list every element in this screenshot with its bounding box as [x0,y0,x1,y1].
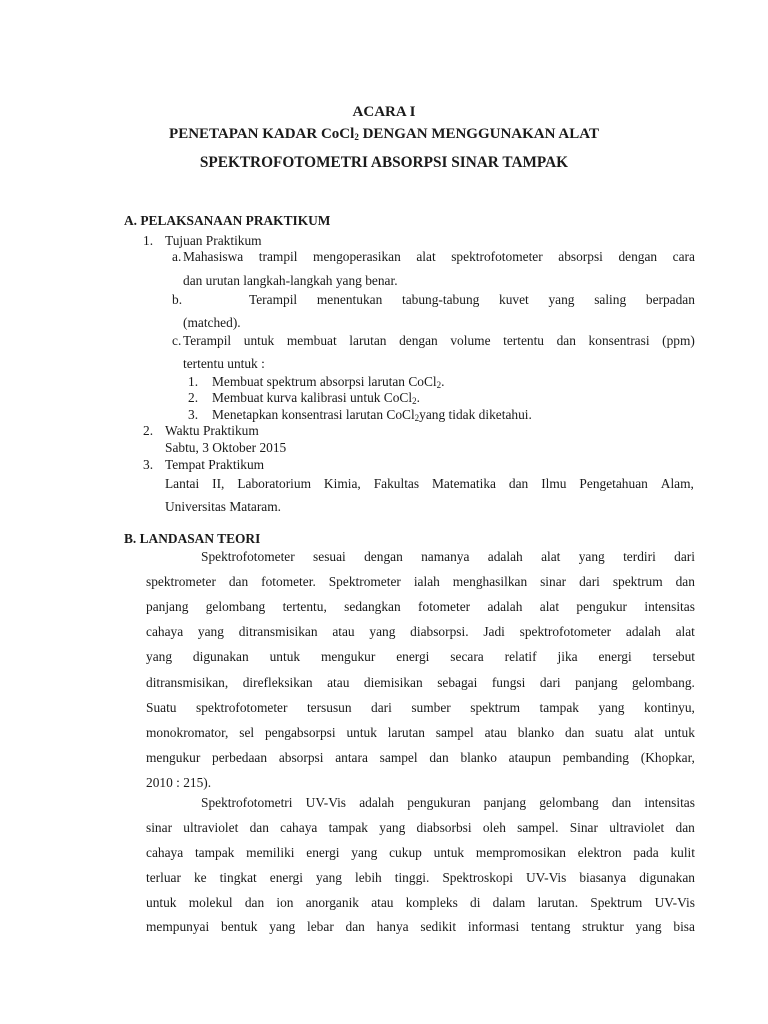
paragraph-1-line-3: panjang gelombang tertentu, sedangkan fotometer adalah alat pengukur intensitas [146,599,695,614]
doc-title-line1: PENETAPAN KADAR CoCl$_2$ DENGAN MENGGUNAKAN ALAT [169,126,599,142]
waktu-value: Sabtu, 3 Oktober 2015 [165,440,287,455]
paragraph-2-line-1: Spektrofotometri UV-Vis adalah pengukuran panjang gelombang dan intensitas [201,795,695,810]
subitem-2-text: Membuat kurva kalibrasi untuk CoCl$_2$. [212,390,420,406]
paragraph-2-line-6: mempunyai bentuk yang lebar dan hanya sedikit informasi tentang struktur yang bisa [146,919,695,934]
item-c-line2: tertentu untuk : [183,356,265,371]
paragraph-1-line-9: mengukur perbedaan absorpsi antara sampel dan blanko ataupun pembanding (Khopkar, [146,750,695,765]
item-c-line1: Terampil untuk membuat larutan dengan volume tertentu dan konsentrasi (ppm) [183,333,695,348]
paragraph-1-line-5: yang digunakan untuk mengukur energi secara relatif jika energi tersebut [146,649,695,664]
paragraph-2-line-5: untuk molekul dan ion anorganik atau kompleks di dalam larutan. Spektrum UV-Vis [146,895,695,910]
section-b-heading: B. LANDASAN TEORI [124,531,261,546]
waktu-label: Waktu Praktikum [165,423,259,438]
item-b-line2: (matched). [183,315,241,330]
paragraph-1-line-2: spektrometer dan fotometer. Spektrometer ialah menghasilkan sinar dari spektrum dan [146,574,695,589]
paragraph-2-line-2: sinar ultraviolet dan cahaya tampak yang diabsorbsi oleh sampel. Sinar ultraviolet dan [146,820,695,835]
paragraph-2-line-3: cahaya tampak memiliki energi yang cukup untuk mempromosikan elektron pada kulit [146,845,695,860]
subitem-3-text: Menetapkan konsentrasi larutan CoCl$_2$yang tidak diketahui. [212,407,532,423]
doc-title-acara: ACARA I [352,104,416,120]
tempat-line2: Universitas Mataram. [165,499,282,514]
tempat-label: Tempat Praktikum [165,457,265,472]
tempat-line1: Lantai II, Laboratorium Kimia, Fakultas Matematika dan Ilmu Pengetahuan Alam, [165,476,694,491]
item-b-text: Terampil menentukan tabung-tabung kuvet yang saling berpadan [249,292,695,307]
subitem-3-number: 3. [188,407,199,422]
doc-title-line2: SPEKTROFOTOMETRI ABSORPSI SINAR TAMPAK [199,154,569,171]
item-b-marker: b. [172,292,183,307]
tujuan-number: 1. [143,233,154,248]
item-a-line2: dan urutan langkah-langkah yang benar. [183,273,398,288]
paragraph-2-line-4: terluar ke tingkat energi yang lebih tinggi. Spektroskopi UV-Vis biasanya digunakan [146,870,695,885]
item-a-marker: a. [172,249,182,264]
paragraph-1-line-6: ditransmisikan, direfleksikan atau diemisikan sebagai fungsi dari panjang gelombang. [146,675,695,690]
section-a-heading: A. PELAKSANAAN PRAKTIKUM [124,213,331,228]
tempat-number: 3. [143,457,154,472]
waktu-number: 2. [143,423,154,438]
item-b-line1 [172,293,695,306]
paragraph-1-line-4: cahaya yang ditransmisikan atau yang diabsorpsi. Jadi spektrofotometer adalah alat [146,624,695,639]
item-c-marker: c. [172,333,182,348]
subitem-2-number: 2. [188,390,199,405]
paragraph-1-line-1: Spektrofotometer sesuai dengan namanya adalah alat yang terdiri dari [201,549,695,564]
item-a-line1: Mahasiswa trampil mengoperasikan alat spektrofotometer absorpsi dengan cara [183,249,695,264]
paragraph-1-line-10: 2010 : 215). [146,775,212,790]
subitem-1-text: Membuat spektrum absorpsi larutan CoCl$_2$. [212,374,445,390]
paragraph-1-line-7: Suatu spektrofotometer tersusun dari sumber spektrum tampak yang kontinyu, [146,700,695,715]
paragraph-1-line-8: monokromator, sel pengabsorpsi untuk larutan sampel atau blanko dan suatu alat untuk [146,725,695,740]
subitem-1-number: 1. [188,374,199,389]
tujuan-label: Tujuan Praktikum [165,233,262,248]
